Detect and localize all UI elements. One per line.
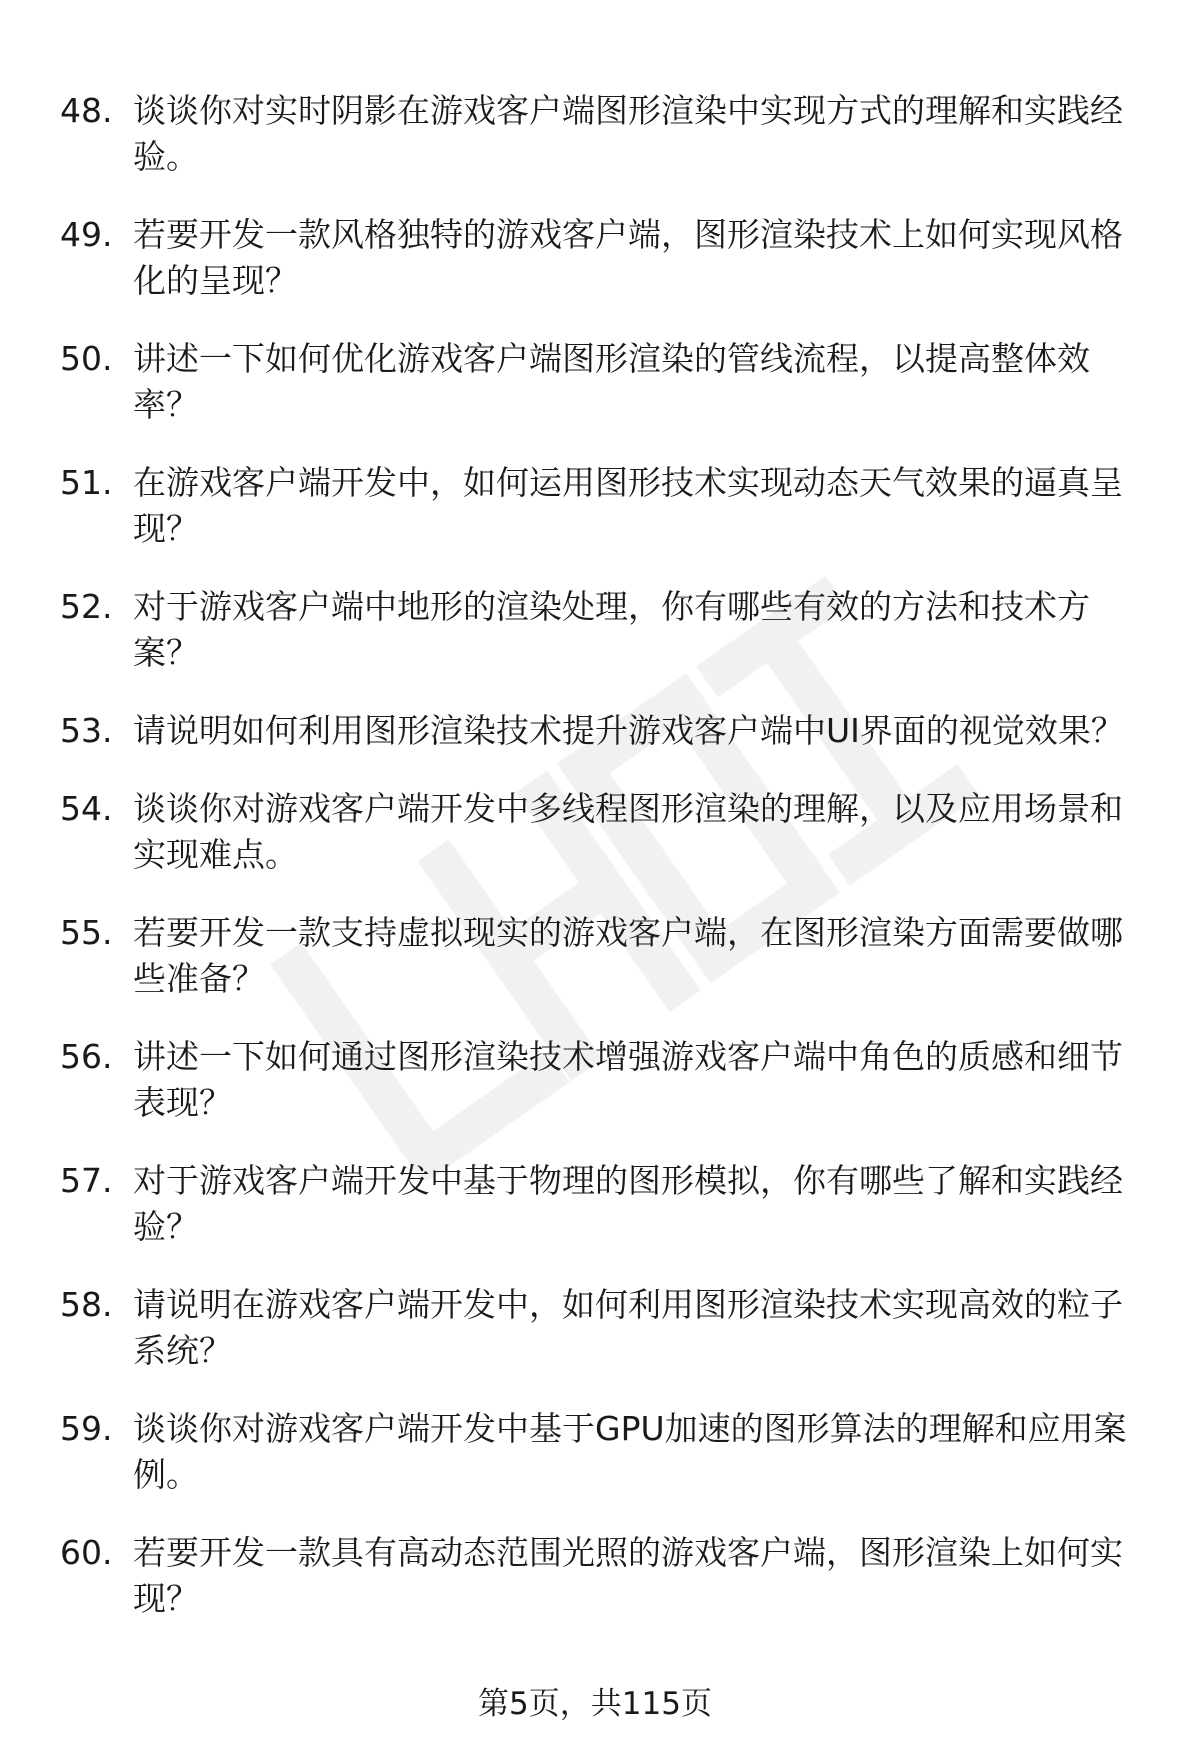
question-number: 52. [60,587,113,626]
question-text: 请说明如何利用图形渲染技术提升游戏客户端中UI界面的视觉效果？ [133,711,1124,750]
question-number: 59. [60,1409,113,1448]
question-item [60,1282,1140,1374]
question-text: 讲述一下如何优化游戏客户端图形渲染的管线流程，以提高整体效率？ [133,339,1090,424]
question-item [60,1530,1140,1622]
question-item [60,708,1140,754]
question-number: 49. [60,215,113,254]
question-number: 60. [60,1533,113,1572]
question-item [60,1158,1140,1250]
question-item [60,460,1140,552]
question-number: 51. [60,463,113,502]
question-number: 57. [60,1161,113,1200]
question-text: 对于游戏客户端中地形的渲染处理，你有哪些有效的方法和技术方案？ [133,587,1090,672]
question-item [60,584,1140,676]
question-list [60,88,1140,1654]
question-number: 55. [60,913,113,952]
question-number: 53. [60,711,113,750]
question-item [60,1034,1140,1126]
question-text: 谈谈你对游戏客户端开发中多线程图形渲染的理解，以及应用场景和实现难点。 [133,789,1123,874]
question-item [60,336,1140,428]
question-item [60,786,1140,878]
question-text: 若要开发一款具有高动态范围光照的游戏客户端，图形渲染上如何实现？ [133,1533,1123,1618]
question-number: 58. [60,1285,113,1324]
question-item [60,1406,1140,1498]
question-number: 54. [60,789,113,828]
question-number: 56. [60,1037,113,1076]
question-text: 对于游戏客户端开发中基于物理的图形模拟，你有哪些了解和实践经验？ [133,1161,1123,1246]
question-item [60,910,1140,1002]
question-text: 请说明在游戏客户端开发中，如何利用图形渲染技术实现高效的粒子系统？ [133,1285,1123,1370]
question-number: 48. [60,91,113,130]
question-text: 若要开发一款支持虚拟现实的游戏客户端，在图形渲染方面需要做哪些准备？ [133,913,1123,998]
question-text: 谈谈你对实时阴影在游戏客户端图形渲染中实现方式的理解和实践经验。 [133,91,1123,176]
question-number: 50. [60,339,113,378]
page-footer [0,1684,1190,1724]
question-text: 若要开发一款风格独特的游戏客户端，图形渲染技术上如何实现风格化的呈现？ [133,215,1123,300]
question-text: 在游戏客户端开发中，如何运用图形技术实现动态天气效果的逼真呈现？ [133,463,1123,548]
question-item [60,212,1140,304]
question-item [60,88,1140,180]
page-number-label: 第5页，共115页 [478,1686,712,1722]
question-text: 讲述一下如何通过图形渲染技术增强游戏客户端中角色的质感和细节表现？ [133,1037,1123,1122]
question-text: 谈谈你对游戏客户端开发中基于GPU加速的图形算法的理解和应用案例。 [133,1409,1127,1494]
